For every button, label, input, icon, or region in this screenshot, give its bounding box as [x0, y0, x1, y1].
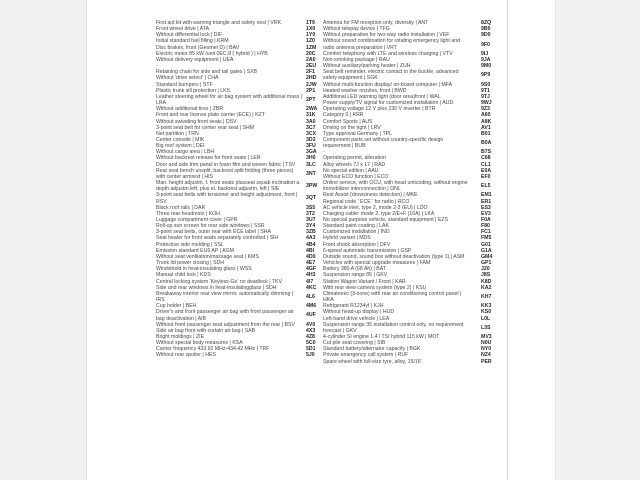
option-code: L0L — [481, 315, 491, 322]
option-code: 3Y4 — [306, 223, 316, 230]
option-description: 3-point seat belt for center rear seat | SHM — [156, 124, 254, 131]
option-description: Operating permit, alteration — [323, 155, 386, 162]
option-description: Door and side trim panel in foam film and woven fabric | TSV — [156, 161, 296, 168]
option-description: Black roof rails | DAR — [156, 204, 206, 211]
option-description: Disc brakes, front (Geomet D) | BAV — [156, 44, 240, 51]
option-description: Net partition | TRN — [156, 130, 199, 137]
option-description: Without cargo area | LBH — [156, 149, 215, 156]
document-page — [86, 0, 556, 480]
option-code: 2PT — [306, 96, 316, 103]
option-code: 9TJ — [481, 93, 490, 100]
option-code: 4D0 — [306, 253, 316, 260]
option-description: Breakaway interior rear view mirror, automatically dimming | IRS — [156, 290, 294, 304]
option-code: 3FU — [306, 143, 316, 150]
option-description: Refrigerant R1234yf | KJH — [323, 303, 384, 310]
option-code: 9M0 — [481, 63, 492, 70]
option-description: Driver's and front passenger air bag with front passenger air bag deactivation | AIB — [156, 309, 294, 322]
option-description: Left-hand drive vehicle | LEA — [323, 315, 390, 322]
option-code: A8K — [481, 118, 492, 125]
option-description: Windshield in heat-insulating glass | WSS — [156, 266, 252, 273]
option-description: Without sound combination for rotating emergency light and radio antenna preparation | VRT — [323, 38, 460, 51]
option-description: Category 0 | KRR — [323, 112, 364, 119]
option-code: 3T2 — [306, 210, 315, 217]
option-description: Protective side molding | SSL — [156, 241, 224, 248]
option-code: 4H3 — [306, 272, 316, 279]
option-code: C68 — [481, 155, 491, 162]
option-code: 4GF — [306, 266, 317, 273]
option-code: F0A — [481, 217, 491, 223]
option-description: Operating voltage 12 V plus 230 V inverter | BTR — [323, 106, 436, 113]
option-description: - — [323, 149, 325, 156]
option-code: 9P9 — [481, 72, 491, 79]
option-description: Bright moldings | ZIE — [156, 333, 205, 340]
option-code: AV1 — [481, 124, 491, 131]
option-code: CL1 — [481, 161, 491, 168]
option-description: Retaining chain for side and tail gates | SXB — [156, 69, 258, 76]
option-code: 2HD — [306, 75, 317, 82]
option-code: ER1 — [481, 198, 492, 205]
option-code: NZ4 — [481, 352, 491, 359]
option-description: Central locking system 'Keyless-Go' no deadlock | TKV — [156, 278, 283, 285]
option-description: Alloy wheels 7J x 17 | RAD — [323, 161, 386, 168]
option-code: 9S0 — [481, 81, 491, 88]
option-description: 6-speed automatic transmission | GSP — [323, 247, 412, 254]
option-description: Without swiveling front seats | DSV — [156, 118, 237, 125]
option-description: Without auxiliary/parking heater | ZUH — [323, 63, 411, 70]
option-code: B0A — [481, 140, 492, 147]
option-description: Center console | MIK — [156, 136, 205, 143]
option-entry — [156, 352, 323, 358]
option-description: Initial standard fuel filling | KRM — [156, 38, 229, 45]
option-code: A60 — [481, 112, 491, 119]
option-code: 2P1 — [306, 87, 316, 94]
option-description: Standard paint coating | LAK — [323, 223, 389, 230]
option-description: Comfort telephony with LTE and wireless charging | VTV — [323, 50, 453, 57]
option-description: Power supply/TV signal for customized installation | AUD — [323, 100, 454, 107]
option-description: 3-point seat belts, outer rear with ECE label | SHA — [156, 229, 271, 236]
option-code: 9Z3 — [481, 106, 490, 113]
option-description: Type approval Germany | TPL — [323, 130, 393, 137]
option-description: Front and rear license plate carrier (ECE) | KZT — [156, 112, 265, 119]
option-code: EL5 — [481, 183, 491, 190]
option-entry — [323, 322, 501, 334]
option-code: 3LC — [306, 161, 316, 168]
option-code: EV3 — [481, 210, 491, 217]
option-description: Manual child lock | KDS — [156, 272, 211, 279]
option-description: Seat belt reminder, electric contact in the buckle, advanced safety equipment | SGK — [323, 69, 459, 82]
option-description: - — [156, 63, 158, 70]
option-code: 3S5 — [306, 204, 316, 211]
option-code: 9D0 — [481, 32, 491, 39]
option-code: 1Y0 — [306, 32, 316, 39]
option-entry — [323, 291, 501, 303]
option-description: Without preparation for two-way radio installation | VEF — [323, 32, 450, 39]
option-code: J20 — [481, 266, 490, 273]
option-code: 4L6 — [306, 293, 315, 300]
option-description: AC vehicle inlet, type 2, mode 2-3 (EU) | LDO — [323, 204, 428, 211]
option-code: 2EU — [306, 63, 317, 70]
option-description: No special edition | AAU — [323, 167, 379, 174]
option-description: Without additional tires | ZBR — [156, 106, 224, 113]
option-entry — [156, 291, 323, 303]
option-code: 9B0 — [481, 26, 491, 33]
option-code: 4E7 — [306, 260, 316, 267]
option-code: FM5 — [481, 235, 492, 242]
option-code: G01 — [481, 241, 491, 248]
option-description: Online service, with OCU, with head unitcoding, without engine immobilizer interconnection | ONL — [323, 180, 468, 193]
option-description: Rear seat bench unsplit, backrest split folding (three pieces) with center armrest | HIS — [156, 167, 294, 180]
option-entry — [156, 180, 323, 192]
option-code: GM4 — [481, 253, 493, 260]
option-description: Side air bag front with curtain air bag | SAB — [156, 327, 256, 334]
option-code: 1ZM — [306, 44, 317, 51]
option-code: 2F1 — [306, 69, 315, 76]
option-description: Without front passenger seat adjustment from the rear | BSV — [156, 321, 295, 328]
option-description: No special purpose vehicle, standard equipment | EZS — [323, 217, 449, 223]
option-code: KH7 — [481, 293, 492, 300]
option-code: 3H0 — [306, 155, 316, 162]
option-code: 4A3 — [306, 235, 316, 242]
option-code: 3PW — [306, 183, 318, 190]
option-description: Without special body measures | KSA — [156, 340, 243, 347]
option-code: 4B4 — [306, 241, 316, 248]
option-description: Man. height adjustm. f. front seats plusseat squab inclination a. depth adjustm.left, plus el. backrest adjustm. left | SIE — [156, 180, 301, 193]
option-description: Without ECO function | ECO — [323, 173, 389, 180]
option-description: Comfort Sports | AUS — [323, 118, 373, 125]
option-code: KK3 — [481, 303, 492, 310]
option-code: GP1 — [481, 260, 492, 267]
option-code: EM1 — [481, 192, 492, 199]
option-description: Heated washer nozzles, front | BWD — [323, 87, 407, 94]
option-code: 9T1 — [481, 87, 490, 94]
option-code: 20C — [306, 50, 316, 57]
option-description: First aid kit with warning triangle and safety vest | VRK — [156, 20, 282, 26]
option-description: Without seat ventilation/massage seat | KMS — [156, 253, 259, 260]
option-code: EF0 — [481, 173, 491, 180]
option-code: G1A — [481, 247, 492, 254]
option-code: B7S — [481, 149, 492, 156]
option-code: MV3 — [481, 333, 492, 340]
option-description: Suspension range 85 | GKV — [323, 272, 388, 279]
option-code: 1X0 — [306, 26, 316, 33]
option-code: 3ZB — [306, 229, 316, 236]
option-code: PER — [481, 358, 492, 365]
option-code: 3NT — [306, 170, 316, 177]
option-description: Without head-up display | HUD — [323, 309, 395, 316]
options-column-left — [156, 20, 323, 359]
option-entry — [323, 180, 501, 192]
option-entry — [156, 192, 323, 204]
option-code: KA2 — [481, 284, 492, 291]
option-description: Without differential lock | DIF — [156, 32, 223, 39]
option-description: 3-point seat belts with tensioner and height adjustment, front | RSV — [156, 192, 298, 205]
option-code: 1T9 — [306, 20, 315, 26]
option-description: Big roof system | DEI — [156, 143, 205, 150]
option-description: Leather steering wheel for air bag system with additional mass | LRA — [156, 93, 303, 107]
option-code: 5J0 — [306, 352, 315, 359]
option-description: Electric motor 85 kW /unit 0EC.8 ( hybrid ) | HYB — [156, 50, 268, 57]
option-description: Roll-up sun screen for rear side windows | SSR — [156, 223, 265, 230]
column-divider-line — [507, 0, 508, 480]
option-code: 9IJ — [481, 50, 489, 57]
option-description: Cut pile seat covering | SIB — [323, 340, 386, 347]
option-code: NY0 — [481, 346, 492, 353]
option-description: Front wheel drive | ATA — [156, 26, 210, 33]
option-description: Carrier frequency 433.92 MHz-434.42 MHz | TRF — [156, 346, 270, 353]
option-description: Private emergency call system | RUF — [323, 352, 409, 359]
option-code: FC1 — [481, 229, 491, 236]
option-code: F80 — [481, 223, 490, 230]
option-description: Front shock absorption | DFV — [323, 241, 391, 248]
option-code: 3GA — [306, 149, 317, 156]
option-description: Trunk lid power closing | SDH — [156, 260, 225, 267]
option-description: Battery 380 A (68 Ah) | BAT — [323, 266, 386, 273]
option-code: 4UF — [306, 312, 316, 319]
option-entry — [323, 137, 501, 149]
option-description: Without multi-function display/ on-board computer | MFA — [323, 81, 453, 88]
option-description: Regional code ' ECE ' for radio | RCO — [323, 198, 410, 205]
option-description: Climatronic (3-zone) with rear air conditioning control panel | HKA — [323, 290, 462, 304]
option-code: 4Z8 — [306, 333, 315, 340]
option-code: B01 — [481, 130, 491, 137]
option-code: 8ZQ — [481, 20, 492, 26]
option-code: 4BI — [306, 247, 315, 254]
option-description: Antenna for FM reception only, diversity | ANT — [323, 20, 429, 26]
option-code: 3QT — [306, 195, 317, 202]
option-code: 3D3 — [306, 136, 316, 143]
option-description: Suspension range 35 installation control only, no requirement forecast | GKV — [323, 321, 464, 334]
option-description: Charging cable: mode 2, type 2/E+F (16A) | LKA — [323, 210, 435, 217]
option-description: Station Wagon Variant / Front | KAR — [323, 278, 406, 285]
option-description: Outside sound, sound box without deactivation (type 1) | ASM — [323, 253, 465, 260]
option-entry — [323, 359, 501, 365]
option-description: 4-cylinder SI engine 1.4 l TSI hybrid 115 kW | MOT — [323, 333, 440, 340]
option-code: 5D1 — [306, 346, 316, 353]
option-description: Side and rear windows in heat-insulatingglass | SDH — [156, 284, 277, 291]
options-column-right — [323, 20, 501, 365]
option-code: 9WJ — [481, 100, 492, 107]
option-description: Standard bumpers | STF — [156, 81, 213, 88]
option-code: 3U7 — [306, 217, 316, 223]
option-code: 2A0 — [306, 56, 316, 63]
option-description: Luggage compartment cover | GPR — [156, 217, 238, 223]
option-code: 1Z0 — [306, 38, 315, 45]
option-code: 9JA — [481, 56, 491, 63]
option-code: 4I7 — [306, 278, 314, 285]
option-code: ES3 — [481, 204, 491, 211]
option-code: 4V0 — [306, 321, 316, 328]
option-code: 2JW — [306, 81, 317, 88]
option-code: 3C7 — [306, 124, 316, 131]
option-code: KS0 — [481, 309, 492, 316]
option-code: E0A — [481, 167, 492, 174]
option-code: 31K — [306, 112, 316, 119]
option-description: Without rear spoiler | HES — [156, 352, 216, 359]
option-code: 4X3 — [306, 327, 316, 334]
option-code: 3A0 — [306, 118, 316, 125]
option-description: Spare wheel with full-size tyre, alloy, 15/16' — [323, 358, 422, 365]
option-entry — [323, 69, 501, 81]
option-description: Without backrest release for front seats | LER — [156, 155, 261, 162]
option-entry — [156, 94, 323, 106]
option-description: Additional LED warning light (door area)front | WAL — [323, 93, 441, 100]
option-description: Cup holder | BEH — [156, 303, 197, 310]
option-code: 3CX — [306, 130, 317, 137]
option-description: Emission standard EU6 AP | AGM — [156, 247, 234, 254]
option-code: 5C0 — [306, 340, 316, 347]
option-description: Component parts set without country-specific design requirement | BUB — [323, 136, 444, 150]
option-code: 4KC — [306, 284, 317, 291]
option-code: N0U — [481, 340, 492, 347]
option-code: 4M6 — [306, 303, 317, 310]
option-description: Non-smoking package | RAU — [323, 56, 390, 63]
option-description: Driving on the right | LRV — [323, 124, 381, 131]
option-entry — [323, 38, 501, 50]
option-description: Without delivery equipment | UEA — [156, 56, 234, 63]
option-code: L3S — [481, 324, 491, 331]
option-description: Rest Assist (drowsiness detection) | MKE — [323, 192, 418, 199]
option-description: Customized installation | IND — [323, 229, 390, 236]
option-description: Seat heater for front seats separately controlled | SIH — [156, 235, 279, 242]
option-code: J8S — [481, 272, 491, 279]
option-description: With rear view camera system (type 2) | KSU — [323, 284, 427, 291]
option-code: 9F0 — [481, 41, 490, 48]
option-description: Hybrid variant | MDS — [323, 235, 371, 242]
option-code: 2WA — [306, 106, 318, 113]
option-entry — [156, 309, 323, 321]
option-entry — [156, 168, 323, 180]
option-code: K8D — [481, 278, 492, 285]
option-description: Without telepay device | TFG — [323, 26, 390, 33]
option-description: Three rear headrests | KOH — [156, 210, 220, 217]
option-description: Vehicles with special upgrade measures | FAM — [323, 260, 431, 267]
option-description: Plastic trunk sill protection | LKS — [156, 87, 231, 94]
option-description: Standard battery/alternator capacity | BGK — [323, 346, 421, 353]
option-description: Without 'drive select' | CHA — [156, 75, 219, 82]
